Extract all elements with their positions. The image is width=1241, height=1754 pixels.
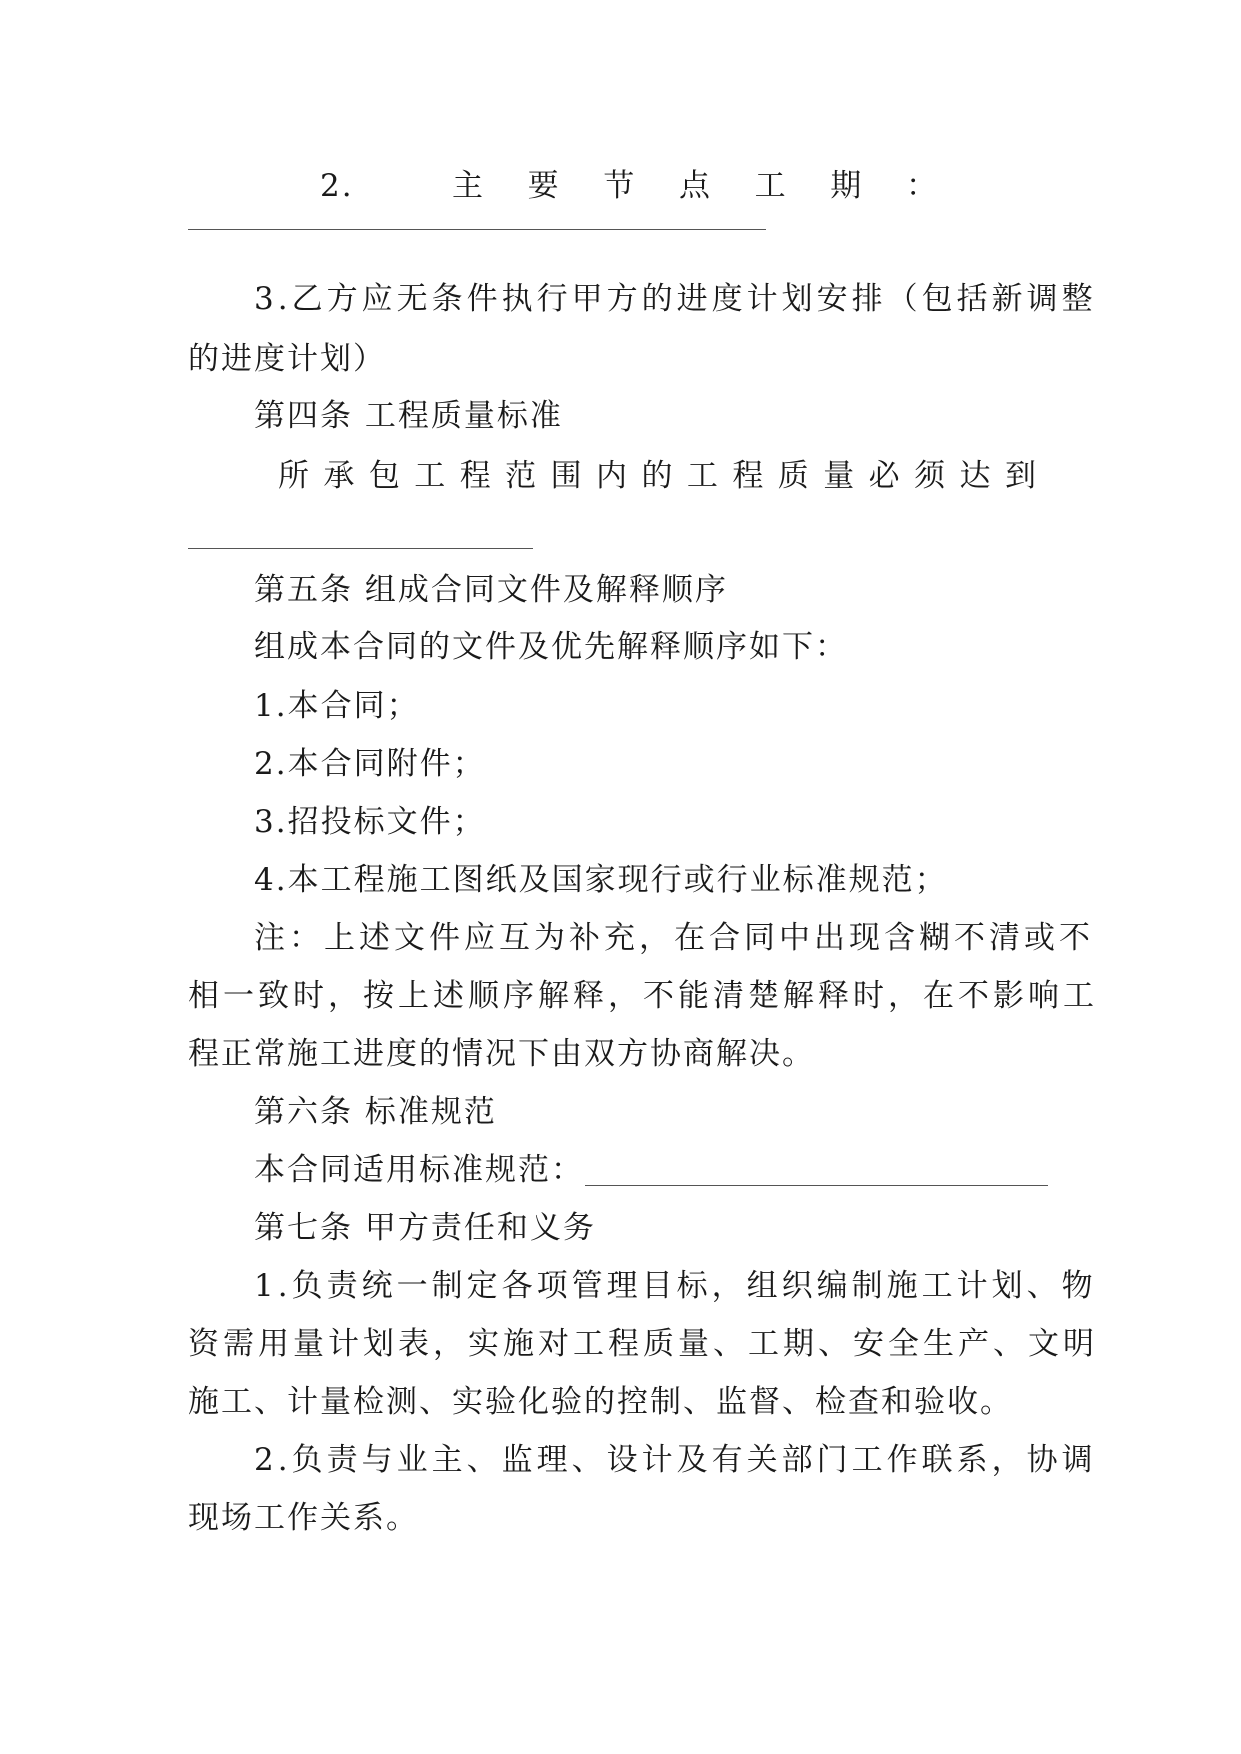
heading-char: 要 (527, 168, 559, 204)
schedule-heading (452, 157, 937, 215)
paragraph-line: 程正常施工进度的情况下由双方协商解决。 (188, 1036, 815, 1072)
paragraph-line: 3.乙方应无条件执行甲方的进度计划安排（包括新调整 (254, 281, 1097, 317)
paragraph-line: 现场工作关系。 (188, 1500, 419, 1536)
paragraph-line: 注：上述文件应互为补充，在合同中出现含糊不清或不 (254, 920, 1094, 956)
paragraph-line: 所承包工程范围内的工程质量必须达到 (278, 458, 1048, 494)
heading-char: 期 (830, 168, 862, 204)
paragraph-line: 相一致时，按上述顺序解释，不能清楚解释时，在不影响工 (188, 978, 1098, 1014)
clause-number: 2. (320, 168, 354, 204)
heading-char: 点 (678, 168, 710, 204)
heading-char: ： (905, 168, 937, 204)
paragraph-line: 组成本合同的文件及优先解释顺序如下： (254, 629, 848, 665)
list-item: 3.招投标文件； (254, 804, 486, 840)
list-item: 1.本合同； (254, 688, 420, 724)
paragraph-line: 资需用量计划表，实施对工程质量、工期、安全生产、文明 (188, 1326, 1098, 1362)
heading-char: 工 (754, 168, 786, 204)
heading-char: 主 (452, 168, 483, 204)
paragraph-line: 本合同适用标准规范： (254, 1152, 584, 1188)
standards-blank-line (585, 1185, 1048, 1186)
heading-char: 节 (603, 168, 635, 204)
article-heading: 第五条 组成合同文件及解释顺序 (254, 572, 728, 608)
schedule-blank-line (188, 229, 766, 230)
article-heading: 第七条 甲方责任和义务 (254, 1210, 596, 1246)
paragraph-line: 1.负责统一制定各项管理目标，组织编制施工计划、物 (254, 1268, 1097, 1304)
quality-blank-line (188, 548, 533, 549)
paragraph-line: 2.负责与业主、监理、设计及有关部门工作联系，协调 (254, 1442, 1097, 1478)
list-item: 4.本工程施工图纸及国家现行或行业标准规范； (254, 862, 948, 898)
paragraph-line: 施工、计量检测、实验化验的控制、监督、检查和验收。 (188, 1384, 1013, 1420)
list-item: 2.本合同附件； (254, 746, 486, 782)
article-heading: 第四条 工程质量标准 (254, 398, 563, 434)
article-heading: 第六条 标准规范 (254, 1094, 497, 1130)
paragraph-line: 的进度计划） (188, 341, 386, 377)
